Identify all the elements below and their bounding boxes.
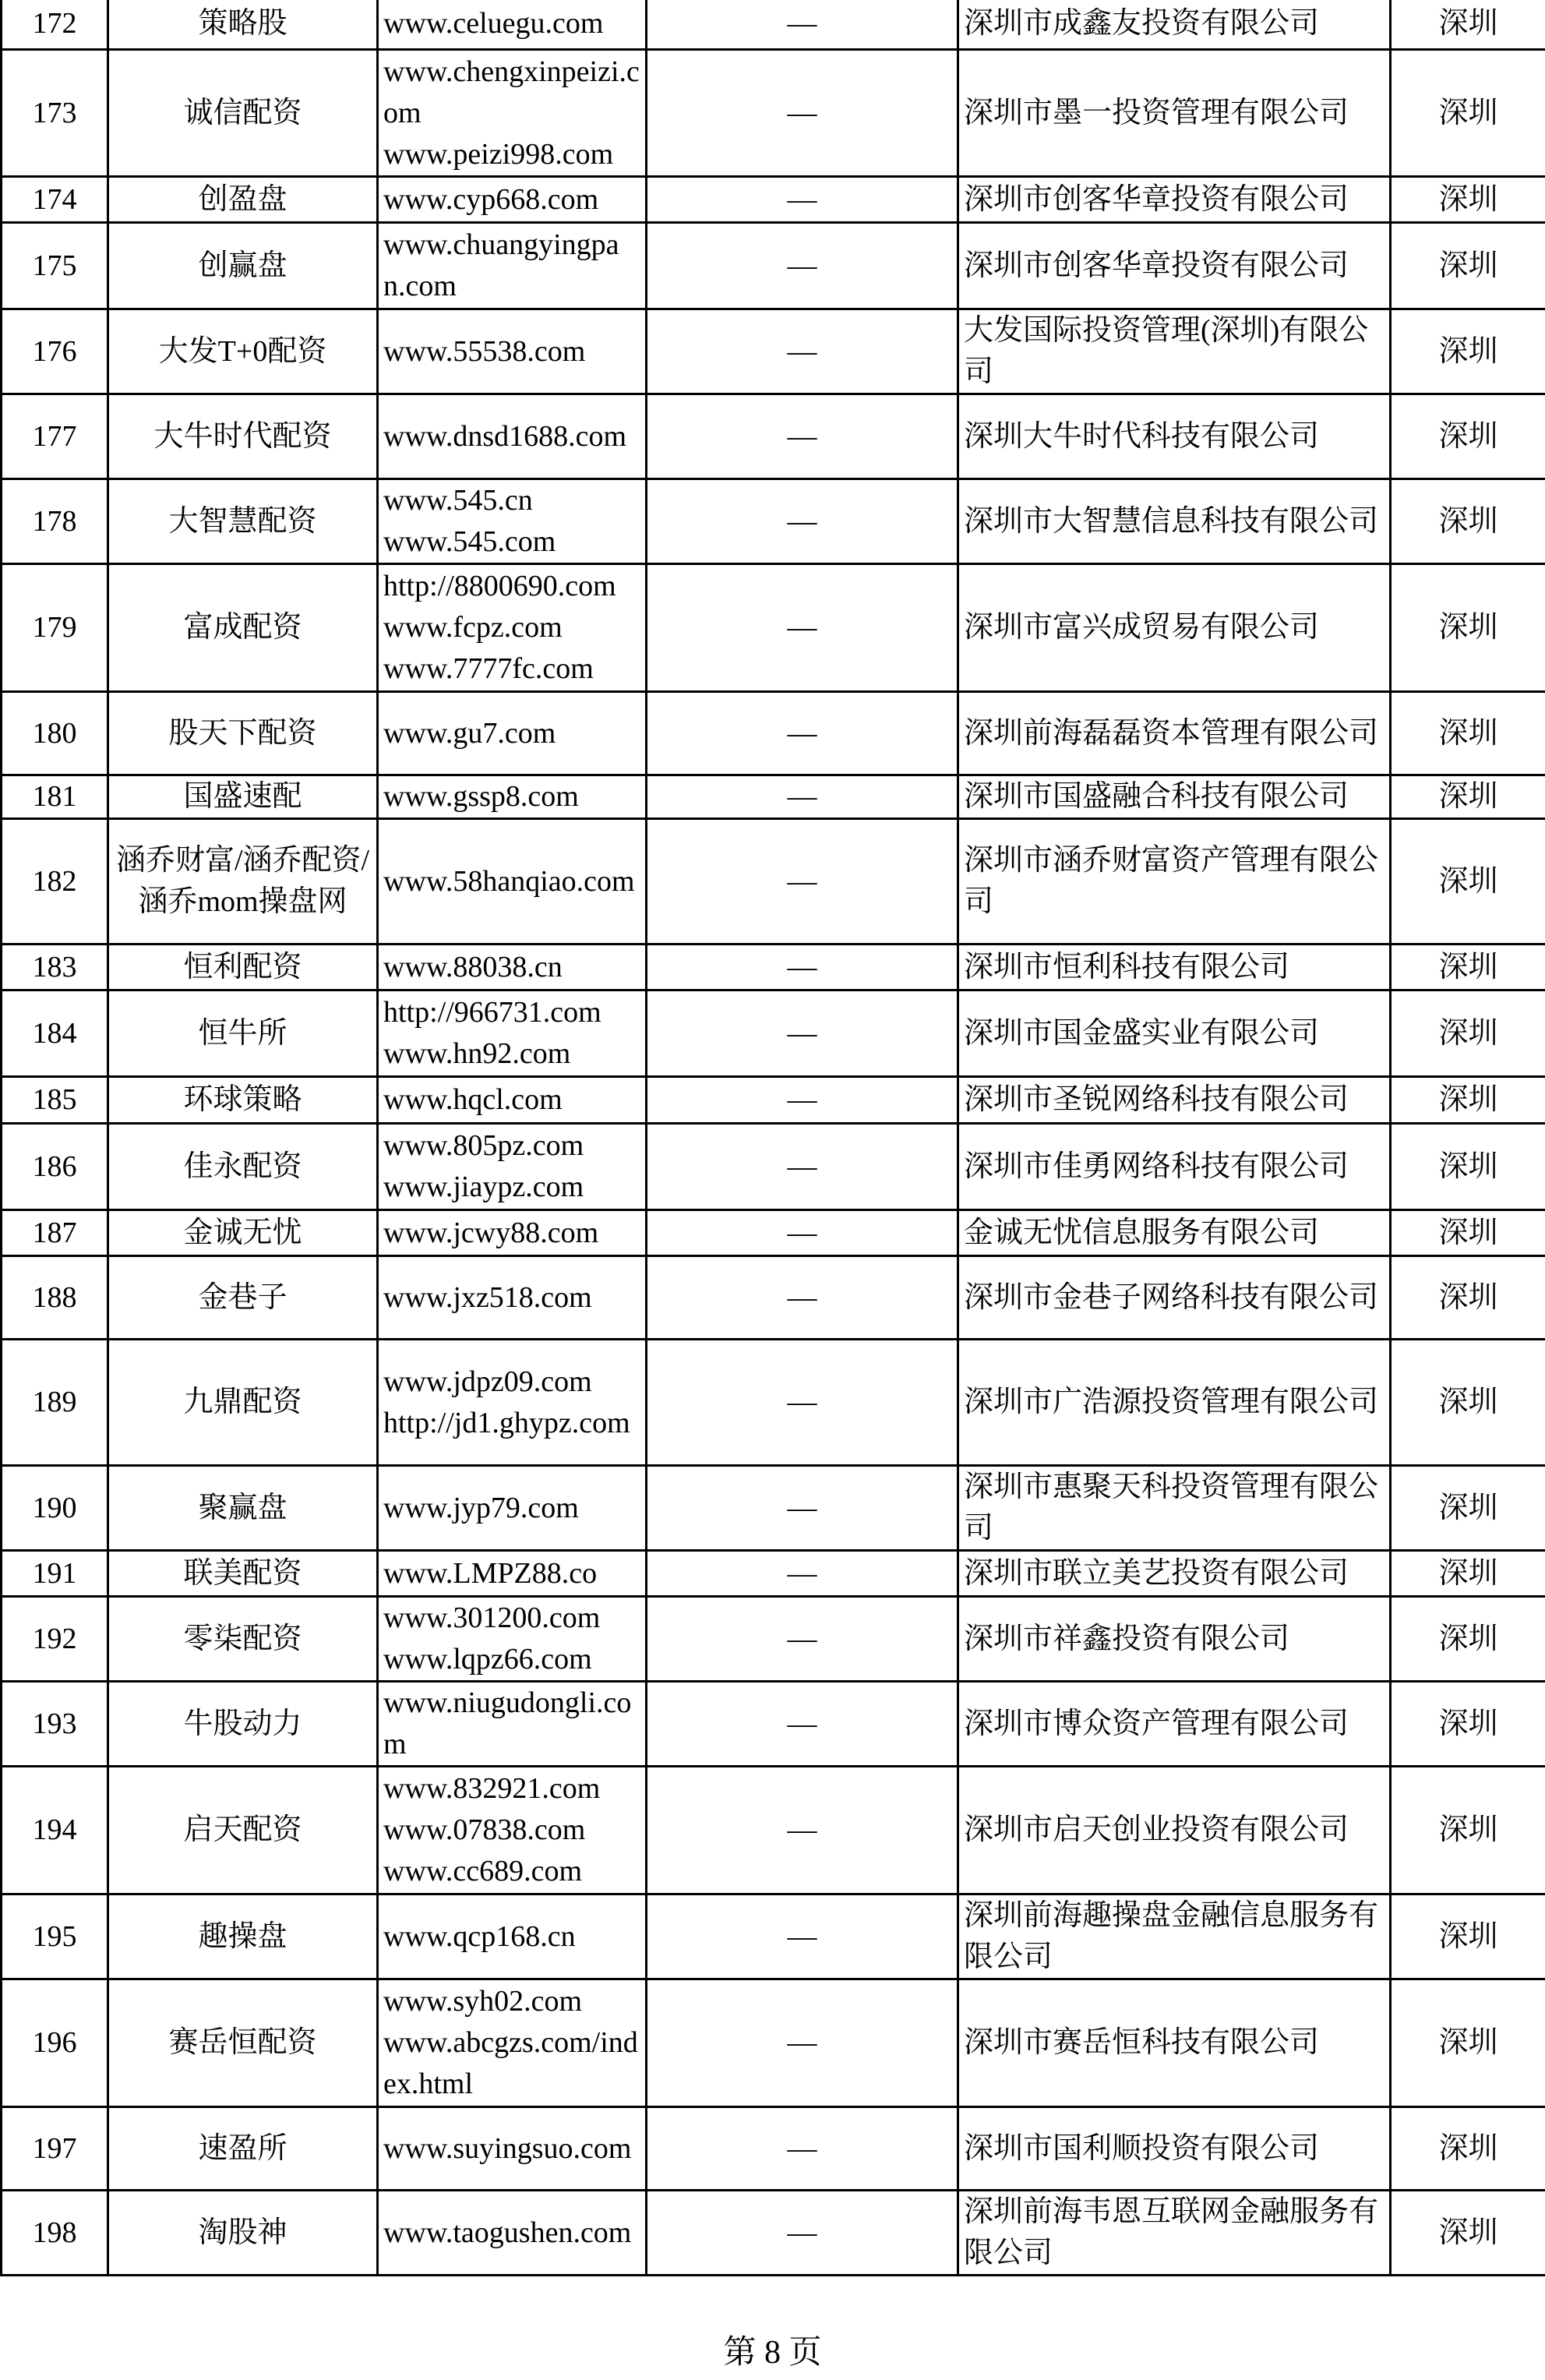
company-cell: 深圳前海磊磊资本管理有限公司 [958, 692, 1391, 775]
row-number-cell: 186 [2, 1124, 108, 1210]
company-cell: 深圳市涵乔财富资产管理有限公司 [958, 819, 1391, 945]
row-number-cell: 179 [2, 564, 108, 692]
table-row [2, 2191, 1545, 2276]
website-link: www.545.cn [383, 484, 533, 517]
website-cell [378, 564, 647, 692]
table-row [2, 479, 1545, 564]
website-link: www.qcp168.cn [383, 1919, 576, 1953]
website-link: www.832921.com [383, 1772, 601, 1805]
table-row [2, 394, 1545, 479]
city-cell: 深圳 [1391, 1894, 1545, 1979]
city-cell: 深圳 [1391, 394, 1545, 479]
website-cell [378, 1124, 647, 1210]
company-cell: 深圳市墨一投资管理有限公司 [958, 50, 1391, 177]
company-cell: 深圳大牛时代科技有限公司 [958, 394, 1391, 479]
table-row [2, 990, 1545, 1077]
website-link: www.301200.com [383, 1601, 601, 1634]
website-link: www.cc689.com [383, 1855, 583, 1887]
license-cell: — [647, 1466, 958, 1551]
website-link: www.88038.cn [383, 950, 563, 983]
website-link: www.hn92.com [383, 1037, 571, 1070]
platform-name-cell: 恒牛所 [108, 990, 378, 1077]
row-number-cell: 183 [2, 945, 108, 990]
website-cell [378, 692, 647, 775]
company-cell: 深圳前海趣操盘金融信息服务有限公司 [958, 1894, 1391, 1979]
row-number-cell: 181 [2, 775, 108, 819]
website-link: www.abcgzs.com/index.html [383, 2026, 638, 2100]
website-cell [378, 0, 647, 50]
platform-name-cell: 金巷子 [108, 1256, 378, 1340]
table-row [2, 309, 1545, 394]
city-cell: 深圳 [1391, 177, 1545, 223]
page-number: 第 8 页 [723, 2335, 822, 2371]
company-cell: 深圳市金巷子网络科技有限公司 [958, 1256, 1391, 1340]
website-cell [378, 945, 647, 990]
website-link: www.cyp668.com [383, 182, 599, 216]
platform-name-cell: 富成配资 [108, 564, 378, 692]
table-row [2, 1894, 1545, 1979]
table-row [2, 1077, 1545, 1124]
website-link: www.celuegu.com [383, 7, 604, 40]
city-cell: 深圳 [1391, 1979, 1545, 2107]
table-row [2, 50, 1545, 177]
license-cell: — [647, 1340, 958, 1466]
website-link: www.taogushen.com [383, 2216, 632, 2249]
license-cell: — [647, 1682, 958, 1767]
city-cell: 深圳 [1391, 775, 1545, 819]
license-cell: — [647, 479, 958, 564]
row-number-cell: 178 [2, 479, 108, 564]
website-link: www.chuangyingpan.com [383, 228, 619, 302]
website-link: www.LMPZ88.co [383, 1556, 598, 1590]
license-cell: — [647, 1597, 958, 1682]
city-cell: 深圳 [1391, 1551, 1545, 1597]
company-cell: 深圳市广浩源投资管理有限公司 [958, 1340, 1391, 1466]
row-number-cell: 180 [2, 692, 108, 775]
city-cell: 深圳 [1391, 819, 1545, 945]
company-cell: 深圳市佳勇网络科技有限公司 [958, 1124, 1391, 1210]
website-cell [378, 1682, 647, 1767]
company-cell: 深圳市创客华章投资有限公司 [958, 177, 1391, 223]
city-cell: 深圳 [1391, 479, 1545, 564]
platform-name-cell: 恒利配资 [108, 945, 378, 990]
website-cell [378, 1979, 647, 2107]
license-cell: — [647, 1551, 958, 1597]
city-cell: 深圳 [1391, 309, 1545, 394]
platform-name-cell: 零柒配资 [108, 1597, 378, 1682]
license-cell: — [647, 309, 958, 394]
table-row [2, 1210, 1545, 1256]
platform-name-cell: 创赢盘 [108, 223, 378, 309]
website-cell [378, 2107, 647, 2191]
table-row [2, 1597, 1545, 1682]
website-link: www.jcwy88.com [383, 1216, 599, 1249]
platform-name-cell: 大智慧配资 [108, 479, 378, 564]
website-link: www.fcpz.com [383, 611, 563, 644]
company-cell: 深圳市国金盛实业有限公司 [958, 990, 1391, 1077]
website-cell [378, 1551, 647, 1597]
platform-name-cell: 九鼎配资 [108, 1340, 378, 1466]
table-row [2, 1124, 1545, 1210]
platform-name-cell: 诚信配资 [108, 50, 378, 177]
platform-name-cell: 淘股神 [108, 2191, 378, 2276]
city-cell: 深圳 [1391, 2107, 1545, 2191]
website-cell [378, 1597, 647, 1682]
table-row [2, 819, 1545, 945]
license-cell: — [647, 2107, 958, 2191]
company-cell: 深圳市启天创业投资有限公司 [958, 1767, 1391, 1894]
table-row [2, 223, 1545, 309]
company-cell: 大发国际投资管理(深圳)有限公司 [958, 309, 1391, 394]
table-row [2, 945, 1545, 990]
city-cell: 深圳 [1391, 2191, 1545, 2276]
website-cell [378, 1767, 647, 1894]
city-cell: 深圳 [1391, 1597, 1545, 1682]
license-cell: — [647, 394, 958, 479]
company-cell: 深圳前海韦恩互联网金融服务有限公司 [958, 2191, 1391, 2276]
website-link: www.lqpz66.com [383, 1643, 592, 1676]
platform-name-cell: 趣操盘 [108, 1894, 378, 1979]
company-cell: 深圳市联立美艺投资有限公司 [958, 1551, 1391, 1597]
company-cell: 深圳市博众资产管理有限公司 [958, 1682, 1391, 1767]
row-number-cell: 185 [2, 1077, 108, 1124]
table-row [2, 1551, 1545, 1597]
row-number-cell: 198 [2, 2191, 108, 2276]
website-link: www.gu7.com [383, 716, 556, 750]
website-cell [378, 1077, 647, 1124]
website-cell [378, 819, 647, 945]
website-link: www.jyp79.com [383, 1491, 579, 1524]
table-row [2, 564, 1545, 692]
license-cell: — [647, 177, 958, 223]
website-link: http://966731.com [383, 996, 601, 1029]
city-cell: 深圳 [1391, 990, 1545, 1077]
website-cell [378, 990, 647, 1077]
company-cell: 金诚无忧信息服务有限公司 [958, 1210, 1391, 1256]
city-cell: 深圳 [1391, 1077, 1545, 1124]
website-link: www.dnsd1688.com [383, 419, 627, 453]
platform-name-cell: 联美配资 [108, 1551, 378, 1597]
platform-name-cell: 佳永配资 [108, 1124, 378, 1210]
platform-name-cell: 大牛时代配资 [108, 394, 378, 479]
company-cell: 深圳市圣锐网络科技有限公司 [958, 1077, 1391, 1124]
license-cell: — [647, 1256, 958, 1340]
city-cell: 深圳 [1391, 1256, 1545, 1340]
table-row [2, 1682, 1545, 1767]
website-link: www.805pz.com [383, 1129, 584, 1162]
license-cell: — [647, 50, 958, 177]
row-number-cell: 190 [2, 1466, 108, 1551]
platform-name-cell: 创盈盘 [108, 177, 378, 223]
row-number-cell: 184 [2, 990, 108, 1077]
row-number-cell: 175 [2, 223, 108, 309]
city-cell: 深圳 [1391, 1340, 1545, 1466]
website-link: www.jxz518.com [383, 1280, 592, 1314]
license-cell: — [647, 1894, 958, 1979]
license-cell: — [647, 775, 958, 819]
row-number-cell: 193 [2, 1682, 108, 1767]
city-cell: 深圳 [1391, 1466, 1545, 1551]
website-cell [378, 309, 647, 394]
row-number-cell: 188 [2, 1256, 108, 1340]
website-link: www.7777fc.com [383, 652, 594, 685]
platform-name-cell: 策略股 [108, 0, 378, 50]
license-cell: — [647, 1767, 958, 1894]
table-row [2, 177, 1545, 223]
website-link: www.niugudongli.com [383, 1686, 632, 1760]
website-cell [378, 1340, 647, 1466]
city-cell: 深圳 [1391, 50, 1545, 177]
city-cell: 深圳 [1391, 0, 1545, 50]
row-number-cell: 187 [2, 1210, 108, 1256]
license-cell: — [647, 819, 958, 945]
license-cell: — [647, 1077, 958, 1124]
license-cell: — [647, 564, 958, 692]
platform-name-cell: 启天配资 [108, 1767, 378, 1894]
company-cell: 深圳市国盛融合科技有限公司 [958, 775, 1391, 819]
row-number-cell: 197 [2, 2107, 108, 2191]
website-cell [378, 50, 647, 177]
license-cell: — [647, 1210, 958, 1256]
website-cell [378, 1894, 647, 1979]
row-number-cell: 182 [2, 819, 108, 945]
row-number-cell: 195 [2, 1894, 108, 1979]
row-number-cell: 177 [2, 394, 108, 479]
license-cell: — [647, 692, 958, 775]
license-cell: — [647, 990, 958, 1077]
city-cell: 深圳 [1391, 564, 1545, 692]
platform-name-cell: 速盈所 [108, 2107, 378, 2191]
table-row [2, 1979, 1545, 2107]
row-number-cell: 191 [2, 1551, 108, 1597]
company-cell: 深圳市成鑫友投资有限公司 [958, 0, 1391, 50]
table-row [2, 1767, 1545, 1894]
website-link: www.jdpz09.com [383, 1365, 592, 1398]
platform-name-cell: 金诚无忧 [108, 1210, 378, 1256]
table-row [2, 2107, 1545, 2191]
license-cell: — [647, 945, 958, 990]
license-cell: — [647, 1979, 958, 2107]
row-number-cell: 192 [2, 1597, 108, 1682]
website-cell [378, 479, 647, 564]
license-cell: — [647, 2191, 958, 2276]
company-cell: 深圳市创客华章投资有限公司 [958, 223, 1391, 309]
license-cell: — [647, 0, 958, 50]
company-cell: 深圳市国利顺投资有限公司 [958, 2107, 1391, 2191]
platform-name-cell: 赛岳恒配资 [108, 1979, 378, 2107]
row-number-cell: 174 [2, 177, 108, 223]
platform-name-cell: 股天下配资 [108, 692, 378, 775]
city-cell: 深圳 [1391, 1210, 1545, 1256]
platform-name-cell: 聚赢盘 [108, 1466, 378, 1551]
license-cell: — [647, 223, 958, 309]
website-cell [378, 2191, 647, 2276]
company-cell: 深圳市富兴成贸易有限公司 [958, 564, 1391, 692]
company-cell: 深圳市赛岳恒科技有限公司 [958, 1979, 1391, 2107]
platform-name-cell: 国盛速配 [108, 775, 378, 819]
website-link: www.545.com [383, 525, 556, 558]
platform-name-cell: 大发T+0配资 [108, 309, 378, 394]
city-cell: 深圳 [1391, 692, 1545, 775]
platform-name-cell: 环球策略 [108, 1077, 378, 1124]
website-link: www.suyingsuo.com [383, 2131, 632, 2165]
table-row [2, 1256, 1545, 1340]
city-cell: 深圳 [1391, 223, 1545, 309]
table-row [2, 1340, 1545, 1466]
website-cell [378, 775, 647, 819]
website-link: http://jd1.ghypz.com [383, 1406, 630, 1439]
website-cell [378, 1256, 647, 1340]
website-link: www.hqcl.com [383, 1083, 563, 1116]
city-cell: 深圳 [1391, 1767, 1545, 1894]
website-cell [378, 1210, 647, 1256]
website-link: www.chengxinpeizi.com [383, 55, 640, 129]
row-number-cell: 173 [2, 50, 108, 177]
website-link: www.58hanqiao.com [383, 864, 635, 898]
row-number-cell: 189 [2, 1340, 108, 1466]
website-cell [378, 177, 647, 223]
platform-name-cell: 涵乔财富/涵乔配资/涵乔mom操盘网 [108, 819, 378, 945]
company-cell: 深圳市惠聚天科投资管理有限公司 [958, 1466, 1391, 1551]
website-cell [378, 394, 647, 479]
license-cell: — [647, 1124, 958, 1210]
city-cell: 深圳 [1391, 1124, 1545, 1210]
row-number-cell: 196 [2, 1979, 108, 2107]
row-number-cell: 194 [2, 1767, 108, 1894]
website-link: www.syh02.com [383, 1985, 583, 2018]
platform-name-cell: 牛股动力 [108, 1682, 378, 1767]
row-number-cell: 176 [2, 309, 108, 394]
website-link: www.jiaypz.com [383, 1171, 584, 1203]
website-link: www.07838.com [383, 1813, 586, 1846]
company-cell: 深圳市恒利科技有限公司 [958, 945, 1391, 990]
website-link: www.peizi998.com [383, 137, 614, 171]
city-cell: 深圳 [1391, 945, 1545, 990]
table-row [2, 0, 1545, 50]
website-link: www.gssp8.com [383, 780, 579, 813]
city-cell: 深圳 [1391, 1682, 1545, 1767]
row-number-cell: 172 [2, 0, 108, 50]
website-link: http://8800690.com [383, 570, 616, 602]
table-row [2, 775, 1545, 819]
company-cell: 深圳市祥鑫投资有限公司 [958, 1597, 1391, 1682]
company-cell: 深圳市大智慧信息科技有限公司 [958, 479, 1391, 564]
website-cell [378, 1466, 647, 1551]
website-link: www.55538.com [383, 334, 586, 368]
website-cell [378, 223, 647, 309]
table-row [2, 692, 1545, 775]
table-row [2, 1466, 1545, 1551]
